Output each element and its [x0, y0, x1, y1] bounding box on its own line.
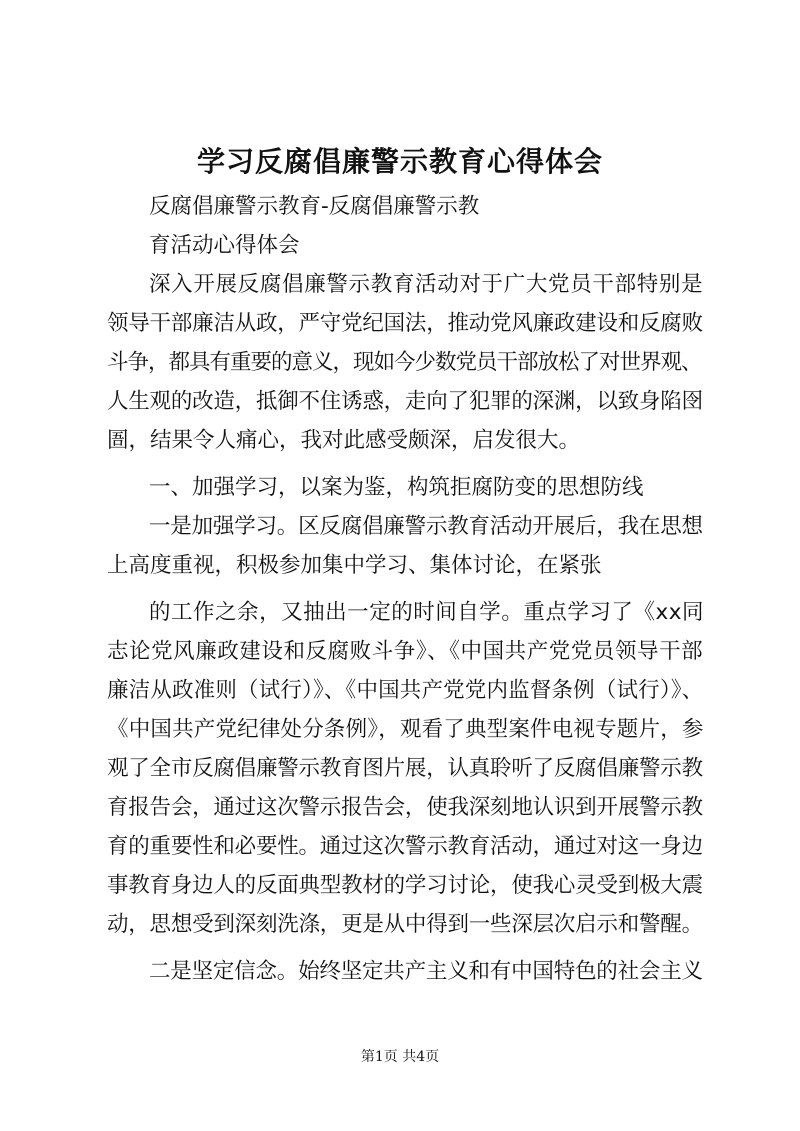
text-line: 志论党风廉政建设和反腐败斗争》、《中国共产党党员领导干部: [107, 639, 704, 664]
text-line: 事教育身边人的反面典型教材的学习讨论，使我心灵受到极大震: [107, 873, 703, 898]
text-line: 育的重要性和必要性。通过这次警示教育活动，通过对这一身边: [107, 834, 703, 859]
text-line: 观了全市反腐倡廉警示教育图片展，认真聆听了反腐倡廉警示教: [107, 756, 703, 781]
text-line: 斗争，都具有重要的意义，现如今少数党员干部放松了对世界观、: [107, 350, 702, 375]
text-line: 《中国共产党纪律处分条例》，观看了典型案件电视专题片，参: [107, 717, 704, 742]
text-line: 反腐倡廉警示教育-反腐倡廉警示教: [149, 194, 480, 219]
text-line: 领导干部廉洁从政，严守党纪国法，推动党风廉政建设和反腐败: [107, 311, 703, 336]
text-line: 二是坚定信念。始终坚定共产主义和有中国特色的社会主义: [149, 959, 703, 984]
section-heading: 一、加强学习，以案为鉴，构筑拒腐防变的思想防线: [149, 475, 644, 500]
document-title: 学习反腐倡廉警示教育心得体会: [196, 145, 603, 178]
text-line: 的工作之余，又抽出一定的时间自学。重点学习了《xx同: [149, 600, 704, 625]
text-line: 一是加强学习。区反腐倡廉警示教育活动开展后，我在思想: [149, 514, 703, 539]
page-footer: 第1页 共4页: [360, 1049, 440, 1065]
text-line: 育活动心得体会: [149, 233, 300, 258]
text-line: 育报告会，通过这次警示报告会，使我深刻地认识到开展警示教: [107, 795, 703, 820]
text-line: 人生观的改造，抵御不住诱惑，走向了犯罪的深渊，以致身陷囹: [107, 389, 703, 414]
text-line: 廉洁从政准则（试行）》、《中国共产党党内监督条例（试行）》、: [107, 678, 704, 703]
text-line: 上高度重视，积极参加集中学习、集体讨论，在紧张: [107, 553, 602, 578]
text-line: 深入开展反腐倡廉警示教育活动对于广大党员干部特别是: [149, 272, 704, 297]
text-line: 动，思想受到深刻洗涤，更是从中得到一些深层次启示和警醒。: [107, 912, 703, 937]
text-line: 圄，结果令人痛心，我对此感受颇深，启发很大。: [107, 428, 581, 453]
